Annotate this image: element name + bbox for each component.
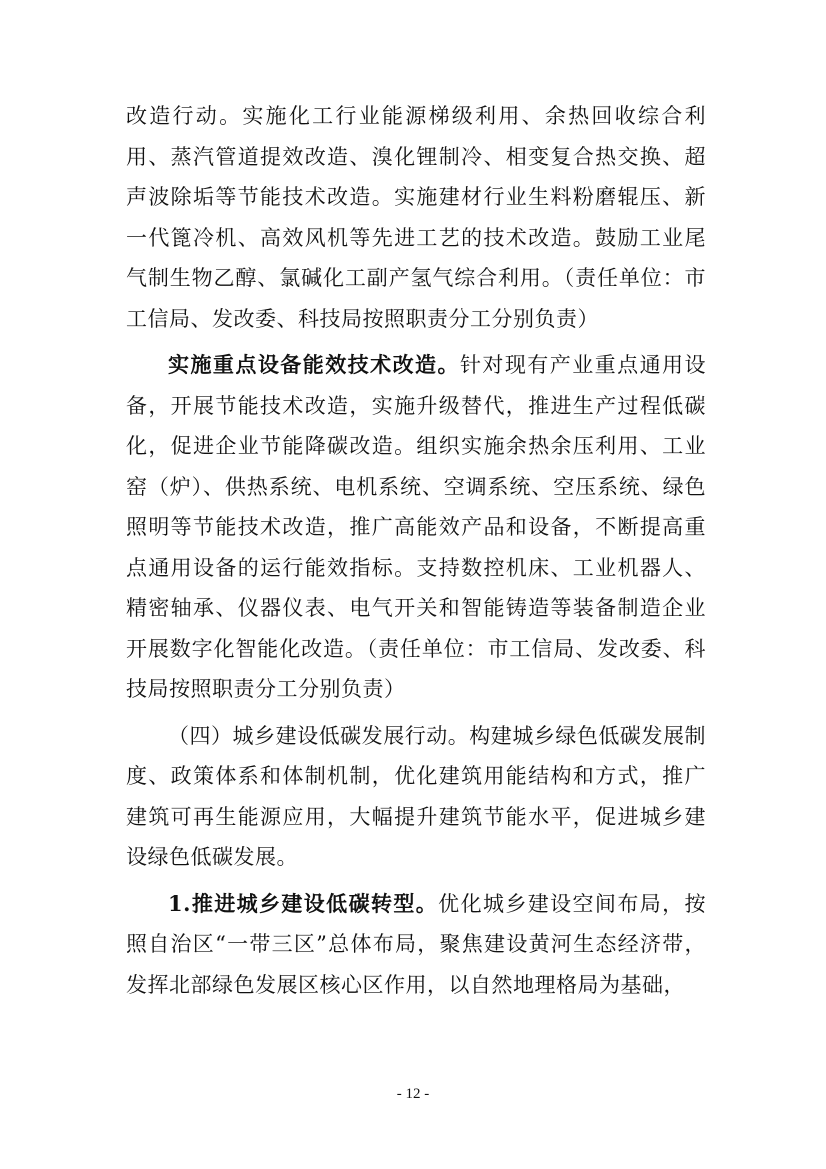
paragraph-urban-rural-transition: [126, 884, 706, 1006]
paragraph-text: （四）城乡建设低碳发展行动。构建城乡绿色低碳发展制度、政策体系和体制机制，优化建筑用能结构和方式，推广建筑可再生能源应用，大幅提升建筑节能水平，促进城乡建设绿色低碳发展。: [126, 723, 706, 869]
document-body: [126, 96, 706, 1005]
paragraph-heading: 1.推进城乡建设低碳转型。: [168, 890, 439, 916]
paragraph-text: 改造行动。实施化工行业能源梯级利用、余热回收综合利用、蒸汽管道提效改造、溴化锂制冷、相变复合热交换、超声波除垢等节能技术改造。实施建材行业生料粉磨辊压、新一代篦冷机、高效风机等先进工艺的技术改造。鼓励工业尾气制生物乙醇、氯碱化工副产氢气综合利用。（责任单位：市工信局、发改委、科技局按照职责分工分别负责）: [126, 104, 706, 331]
paragraph-section-four: [126, 716, 706, 878]
paragraph-equipment-efficiency: [126, 345, 706, 710]
paragraph-text: 优化城乡建设空间布局，按照自治区“一带三区”总体布局，聚焦建设黄河生态经济带，发挥北部绿色发展区核心区作用，以自然地理格局为基础，: [126, 891, 707, 997]
paragraph-heading: 实施重点设备能效技术改造。: [168, 352, 460, 377]
paragraph-continuation: [126, 96, 706, 339]
paragraph-text: 针对现有产业重点通用设备，开展节能技术改造，实施升级替代，推进生产过程低碳化，促进企业节能降碳改造。组织实施余热余压利用、工业窑（炉）、供热系统、电机系统、空调系统、空压系统、绿色照明等节能技术改造，推广高能效产品和设备，不断提高重点通用设备的运行能效指标。支持数控机床、工业机器人、精密轴承、仪器仪表、电气开关和智能铸造等装备制造企业开展数字化智能化改造。（责任单位：市工信局、发改委、科技局按照职责分工分别负责）: [126, 353, 707, 701]
page-number: - 12 -: [396, 1086, 430, 1102]
